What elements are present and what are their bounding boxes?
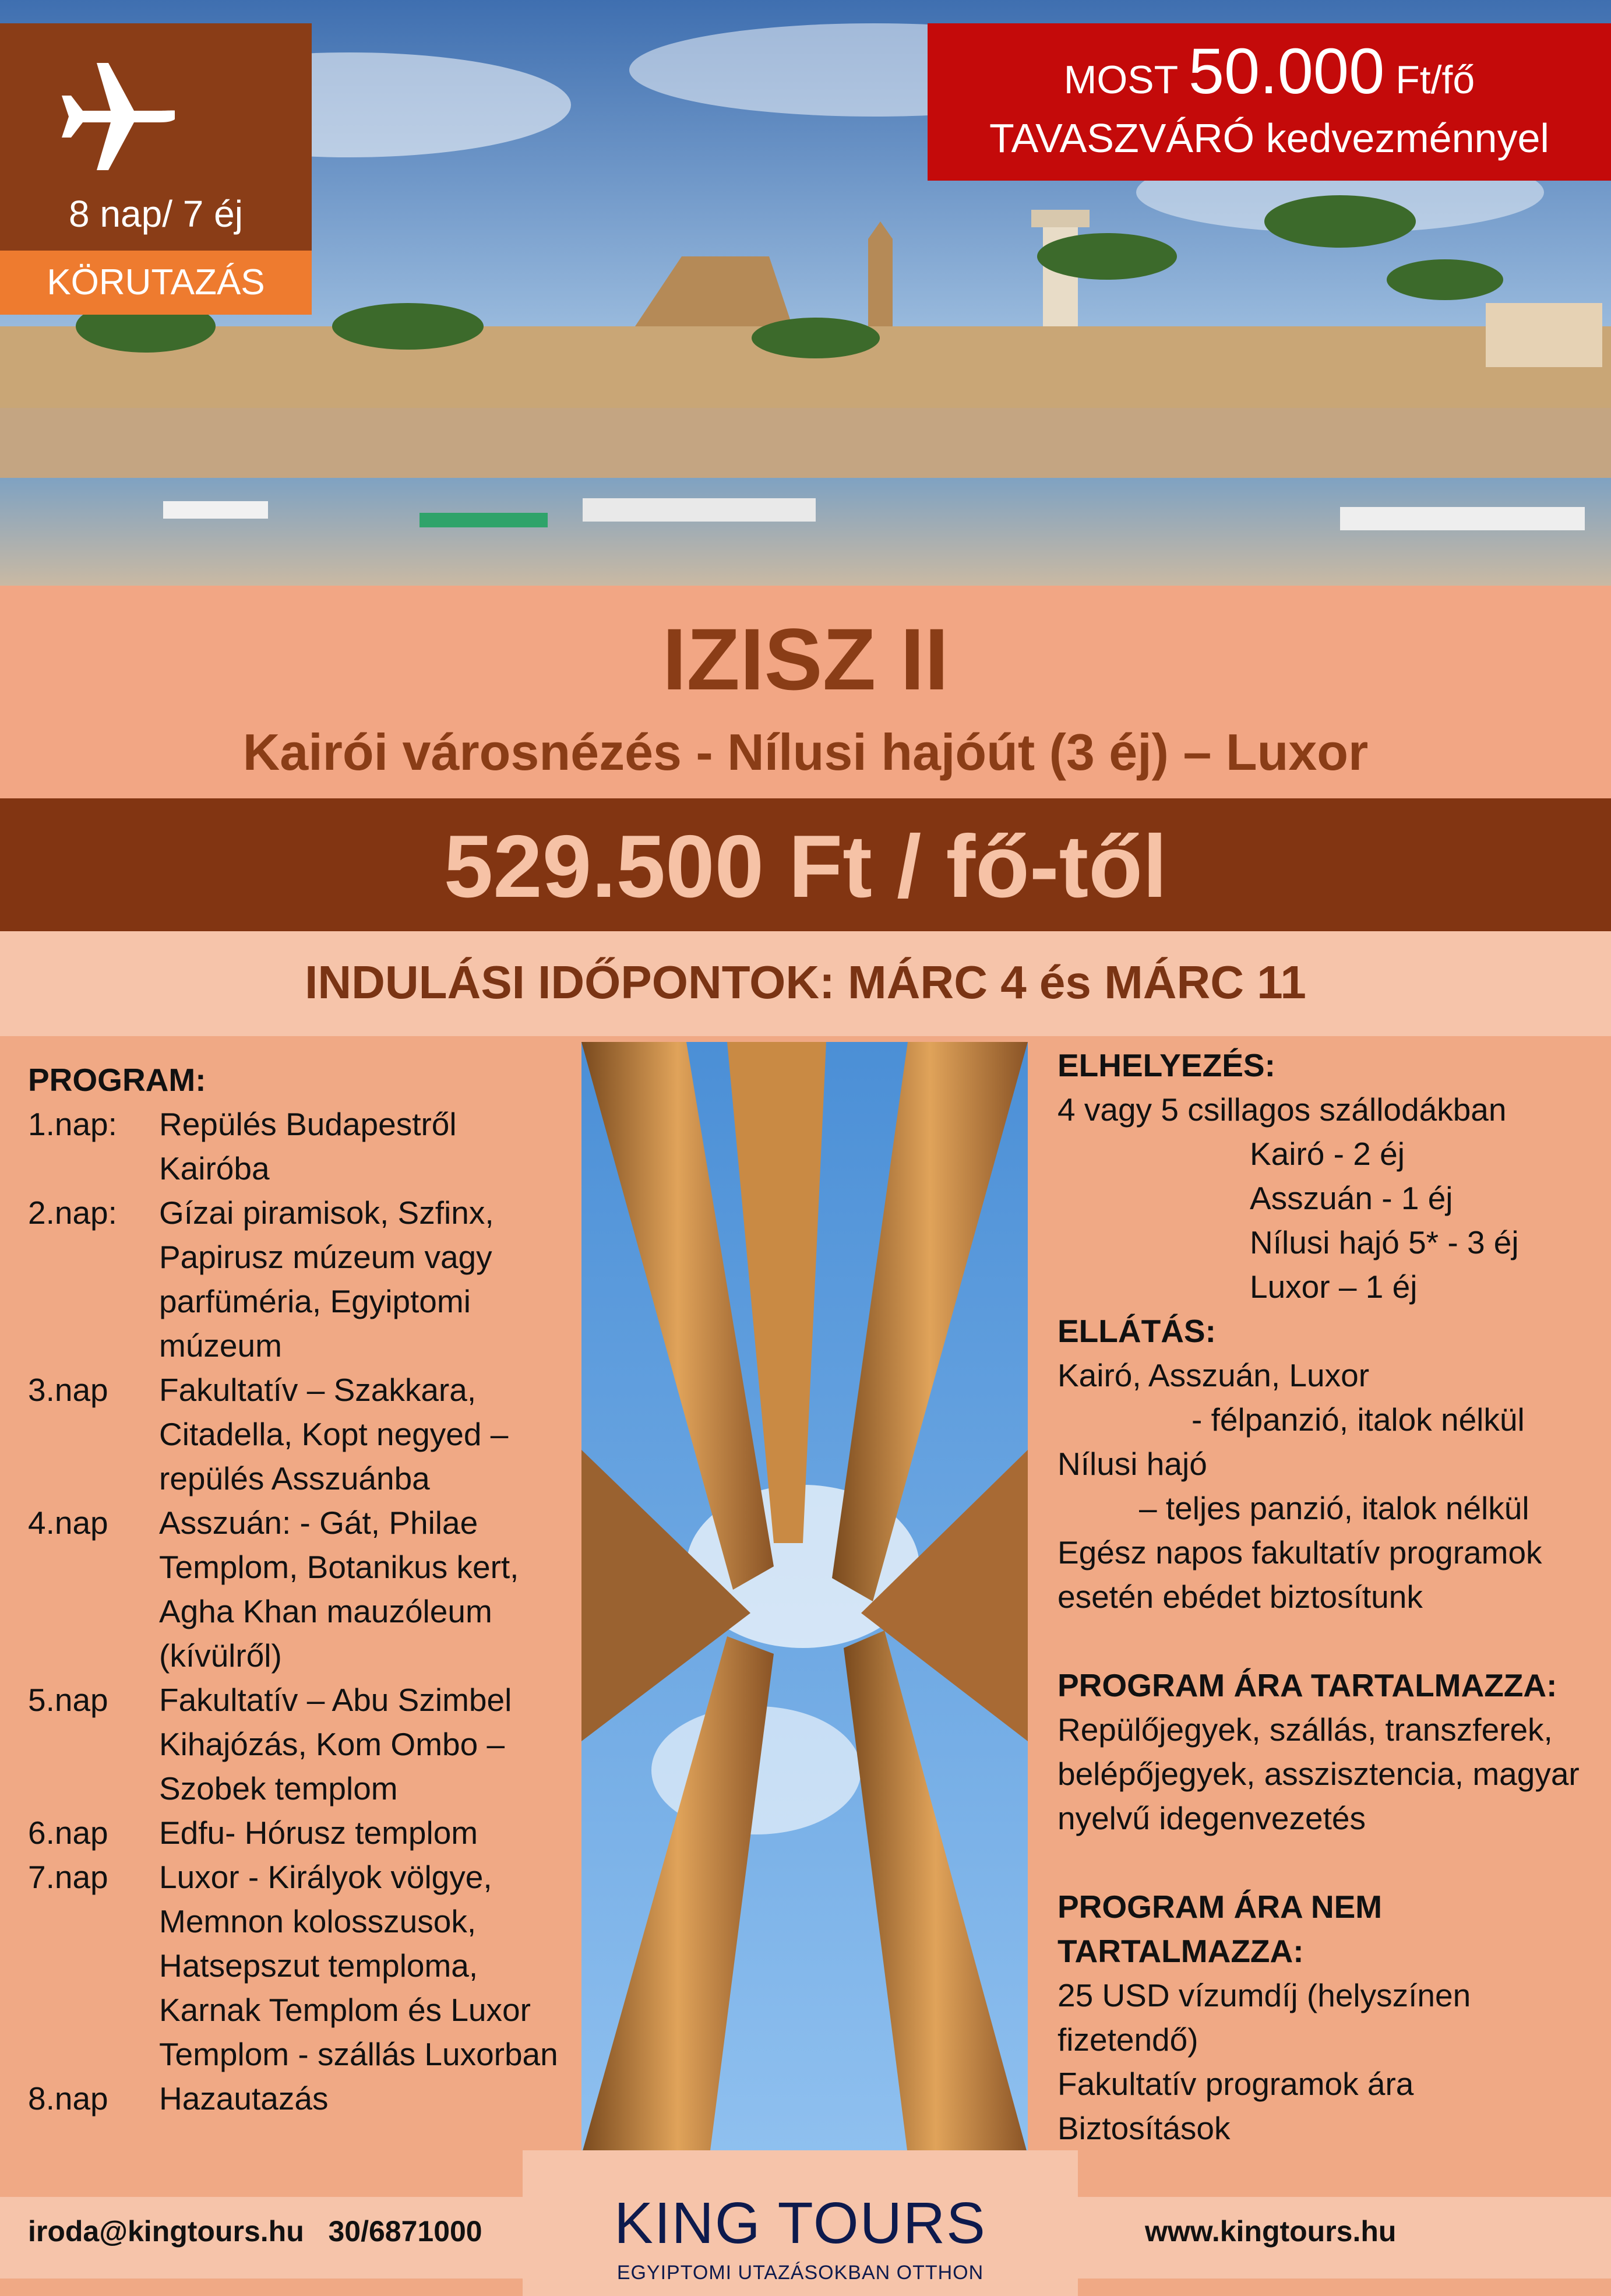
accommodation-item: Nílusi hajó 5* - 3 éj (1250, 1224, 1519, 1260)
logo-brand: KING TOURS (614, 2191, 986, 2256)
king-tours-logo (523, 2150, 1078, 2296)
board-line: Egész napos fakultatív programok esetén ebédet biztosítunk (1057, 1534, 1542, 1615)
accommodation-item: Luxor – 1 éj (1250, 1269, 1418, 1305)
phone-number[interactable]: 30/6871000 (328, 2215, 482, 2248)
contact-line (28, 2214, 482, 2248)
excludes-heading: PROGRAM ÁRA NEM TARTALMAZZA: (1057, 1889, 1383, 1969)
program-day: 3.nap Fakultatív – Szakkara, Citadella, Kopt negyed – repülés Asszuánba (28, 1372, 509, 1496)
tour-subtitle: Kairói városnézés - Nílusi hajóút (3 éj) – Luxor (242, 723, 1369, 781)
program-day: 5.nap Fakultatív – Abu Szimbel Kihajózás, Kom Ombo – Szobek templom (28, 1682, 512, 1806)
includes-text: Repülőjegyek, szállás, transzferek, belépőjegyek, asszisztencia, magyar nyelvű idegenvezetés (1057, 1712, 1580, 1836)
tour-type: KÖRUTAZÁS (0, 251, 312, 315)
board-line: Nílusi hajó (1057, 1446, 1207, 1482)
includes-heading: PROGRAM ÁRA TARTALMAZZA: (1057, 1667, 1557, 1703)
karnak-pillars-photo (581, 1042, 1028, 2155)
promo-line2: TAVASZVÁRÓ kedvezménnyel (989, 115, 1549, 161)
tour-badge (0, 23, 312, 315)
program-day: 8.nap Hazautazás (28, 2080, 329, 2117)
program-section (28, 1058, 576, 2121)
excludes-item: Biztosítások (1057, 2110, 1231, 2146)
board-line: Kairó, Asszuán, Luxor (1057, 1357, 1370, 1393)
tour-title: IZISZ II (662, 610, 949, 708)
website-link[interactable]: www.kingtours.hu (1145, 2215, 1397, 2248)
tour-price: 529.500 Ft / fő-től (443, 817, 1168, 916)
accommodation-intro: 4 vagy 5 csillagos szállodákban (1057, 1091, 1507, 1128)
departure-dates: INDULÁSI IDŐPONTOK: MÁRC 4 és MÁRC 11 (305, 956, 1306, 1008)
logo-tagline: EGYIPTOMI UTAZÁSOKBAN OTTHON (616, 2262, 984, 2284)
promo-amount: 50.000 (1188, 36, 1385, 107)
promo-prefix: MOST (1063, 58, 1178, 102)
promo-unit: Ft/fő (1395, 58, 1475, 102)
program-day: 1.nap: Repülés Budapestről Kairóba (28, 1106, 457, 1186)
accommodation-heading: ELHELYEZÉS: (1057, 1047, 1275, 1083)
program-day: 6.nap Edfu- Hórusz templom (28, 1815, 478, 1851)
tour-duration: 8 nap/ 7 éj (69, 193, 243, 235)
details-section (1057, 1043, 1599, 2150)
accommodation-item: Kairó - 2 éj (1250, 1136, 1405, 1172)
program-heading: PROGRAM: (28, 1062, 206, 1098)
excludes-item: Fakultatív programok ára (1057, 2066, 1414, 2102)
airplane-icon (58, 52, 175, 181)
program-day: 4.nap Asszuán: - Gát, Philae Templom, Botanikus kert, Agha Khan mauzóleum (kívülről) (28, 1505, 519, 1674)
excludes-item: 25 USD vízumdíj (helyszínen fizetendő) (1057, 1977, 1471, 2058)
promo-banner (928, 23, 1611, 181)
accommodation-item: Asszuán - 1 éj (1250, 1180, 1453, 1216)
program-day: 7.nap Luxor - Királyok völgye, Memnon kolosszusok, Hatsepszut temploma, Karnak Templom és Luxor Templom - szállás Luxorban (28, 1859, 558, 2072)
program-day: 2.nap: Gízai piramisok, Szfinx, Papirusz múzeum vagy parfüméria, Egyiptomi múzeum (28, 1195, 494, 1364)
board-line: – teljes panzió, italok nélkül (1139, 1490, 1529, 1526)
email-link[interactable]: iroda@kingtours.hu (28, 2215, 304, 2248)
board-line: - félpanzió, italok nélkül (1191, 1401, 1525, 1438)
board-heading: ELLÁTÁS: (1057, 1313, 1216, 1349)
